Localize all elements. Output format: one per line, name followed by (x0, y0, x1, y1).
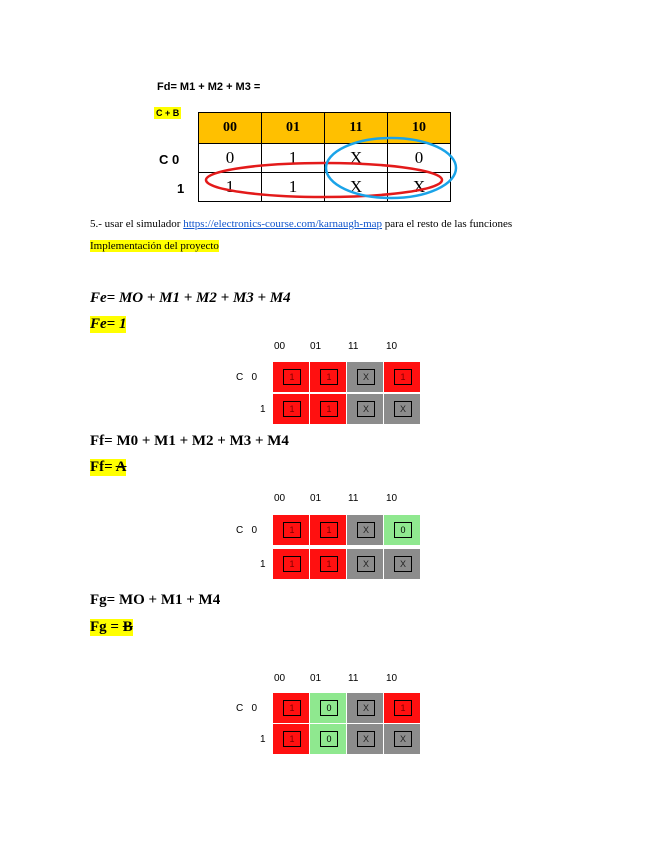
fe-map-cell (273, 362, 309, 392)
fd-equation: Fd= M1 + M2 + M3 = (157, 81, 261, 93)
red-loop (206, 163, 442, 197)
fe-map-cell-value: 1 (283, 369, 301, 385)
fe-result: Fe= 1 (90, 316, 127, 332)
fg-map-cell-value: X (357, 700, 375, 716)
fg-map-cell (384, 724, 420, 754)
ff-map-cell-value: 1 (320, 522, 338, 538)
implementation-heading: Implementación del proyecto (90, 240, 219, 252)
fd-header-cell: 10 (388, 113, 451, 144)
fg-map-column-header: 01 (310, 673, 322, 684)
step-5-text (90, 218, 512, 230)
fe-map-column-header: 01 (310, 341, 322, 352)
fd-variable-label: C + B (156, 108, 180, 118)
ff-map-column-header: 01 (310, 493, 322, 504)
ff-map-column-header: 11 (348, 493, 359, 504)
fg-map-cell (273, 693, 309, 723)
fg-map-cell (310, 724, 346, 754)
fg-map-column-header: 00 (274, 673, 286, 684)
ff-map-row-0-label: C 0 (236, 525, 258, 536)
fg-map-cell-value: 0 (320, 700, 338, 716)
fg-map-cell-value: 1 (394, 700, 412, 716)
fg-map-row-0-label: C 0 (236, 703, 258, 714)
ff-map-cell-value: 1 (320, 556, 338, 572)
fe-map-cell-value: 1 (394, 369, 412, 385)
ff-map-cell (310, 515, 346, 545)
fd-cell: X (325, 173, 388, 202)
fe-equation: Fe= MO + M1 + M2 + M3 + M4 (90, 290, 291, 306)
fe-map-cell-value: 1 (320, 369, 338, 385)
fd-row-1-label: 1 (177, 181, 185, 196)
fg-map-cell (273, 724, 309, 754)
ff-equation: Ff= M0 + M1 + M2 + M3 + M4 (90, 433, 289, 449)
ff-karnaugh-map (232, 493, 432, 581)
ff-map-cell (273, 515, 309, 545)
fe-map-cell-value: X (357, 369, 375, 385)
fg-map-cell-value: 0 (320, 731, 338, 747)
fe-map-column-header: 10 (386, 341, 398, 352)
ff-result-variable: A (115, 459, 127, 475)
fd-cell: X (325, 144, 388, 173)
fg-result-prefix: Fg = (90, 619, 123, 635)
fd-header-cell: 11 (325, 113, 388, 144)
fe-map-cell (310, 394, 346, 424)
fe-map-cell-value: 1 (283, 401, 301, 417)
ff-map-cell (384, 515, 420, 545)
ff-map-cell-value: 1 (283, 522, 301, 538)
fg-map-cell-value: X (394, 731, 412, 747)
simulator-link[interactable]: https://electronics-course.com/karnaugh-map (183, 218, 383, 230)
blue-loop (326, 138, 456, 198)
ff-map-cell-value: X (357, 522, 375, 538)
ff-map-cell-value: 1 (283, 556, 301, 572)
step-5-prefix: 5.- usar el simulador (90, 218, 184, 230)
fd-header-cell: 01 (262, 113, 325, 144)
fg-map-cell (310, 693, 346, 723)
fd-cell: 1 (262, 144, 325, 173)
ff-map-cell-value: X (394, 556, 412, 572)
ff-map-cell (384, 549, 420, 579)
fe-karnaugh-map (232, 341, 432, 423)
ff-map-cell (347, 549, 383, 579)
ff-map-column-header: 00 (274, 493, 286, 504)
ff-map-cell-value: 0 (394, 522, 412, 538)
fg-map-cell (347, 724, 383, 754)
fe-map-cell (347, 362, 383, 392)
fe-map-cell-value: X (394, 401, 412, 417)
fg-map-cell-value: 1 (283, 700, 301, 716)
fe-map-cell (310, 362, 346, 392)
fd-cell: 1 (199, 173, 262, 202)
fg-map-cell-value: X (357, 731, 375, 747)
fg-map-row-1-label: 1 (260, 734, 266, 745)
fe-map-cell (384, 394, 420, 424)
fe-map-row-1-label: 1 (260, 404, 266, 415)
fd-cell: 0 (388, 144, 451, 173)
step-5-suffix: para el resto de las funciones (382, 218, 513, 230)
fe-map-row-0-label: C 0 (236, 372, 258, 383)
fe-map-cell (384, 362, 420, 392)
fg-result-variable: B (122, 619, 133, 635)
fd-cell: 0 (199, 144, 262, 173)
fg-map-column-header: 11 (348, 673, 359, 684)
ff-map-cell (273, 549, 309, 579)
fd-header-cell: 00 (199, 113, 262, 144)
fe-map-cell (273, 394, 309, 424)
ff-map-column-header: 10 (386, 493, 398, 504)
fg-karnaugh-map (232, 673, 432, 755)
ff-result-prefix: Ff= (90, 459, 116, 475)
fd-row-variable: C 0 (159, 152, 180, 167)
fe-map-cell-value: 1 (320, 401, 338, 417)
ff-map-cell (310, 549, 346, 579)
ff-map-row-1-label: 1 (260, 559, 266, 570)
fe-map-column-header: 00 (274, 341, 286, 352)
fg-map-cell-value: 1 (283, 731, 301, 747)
fd-cell: 1 (262, 173, 325, 202)
fd-cell: X (388, 173, 451, 202)
ff-map-cell (347, 515, 383, 545)
fe-map-cell-value: X (357, 401, 375, 417)
ff-result (90, 459, 126, 476)
fg-map-column-header: 10 (386, 673, 398, 684)
fg-map-cell (384, 693, 420, 723)
ff-map-cell-value: X (357, 556, 375, 572)
fg-result (90, 619, 133, 636)
fg-map-cell (347, 693, 383, 723)
fe-map-column-header: 11 (348, 341, 359, 352)
fe-map-cell (347, 394, 383, 424)
fg-equation: Fg= MO + M1 + M4 (90, 592, 221, 608)
